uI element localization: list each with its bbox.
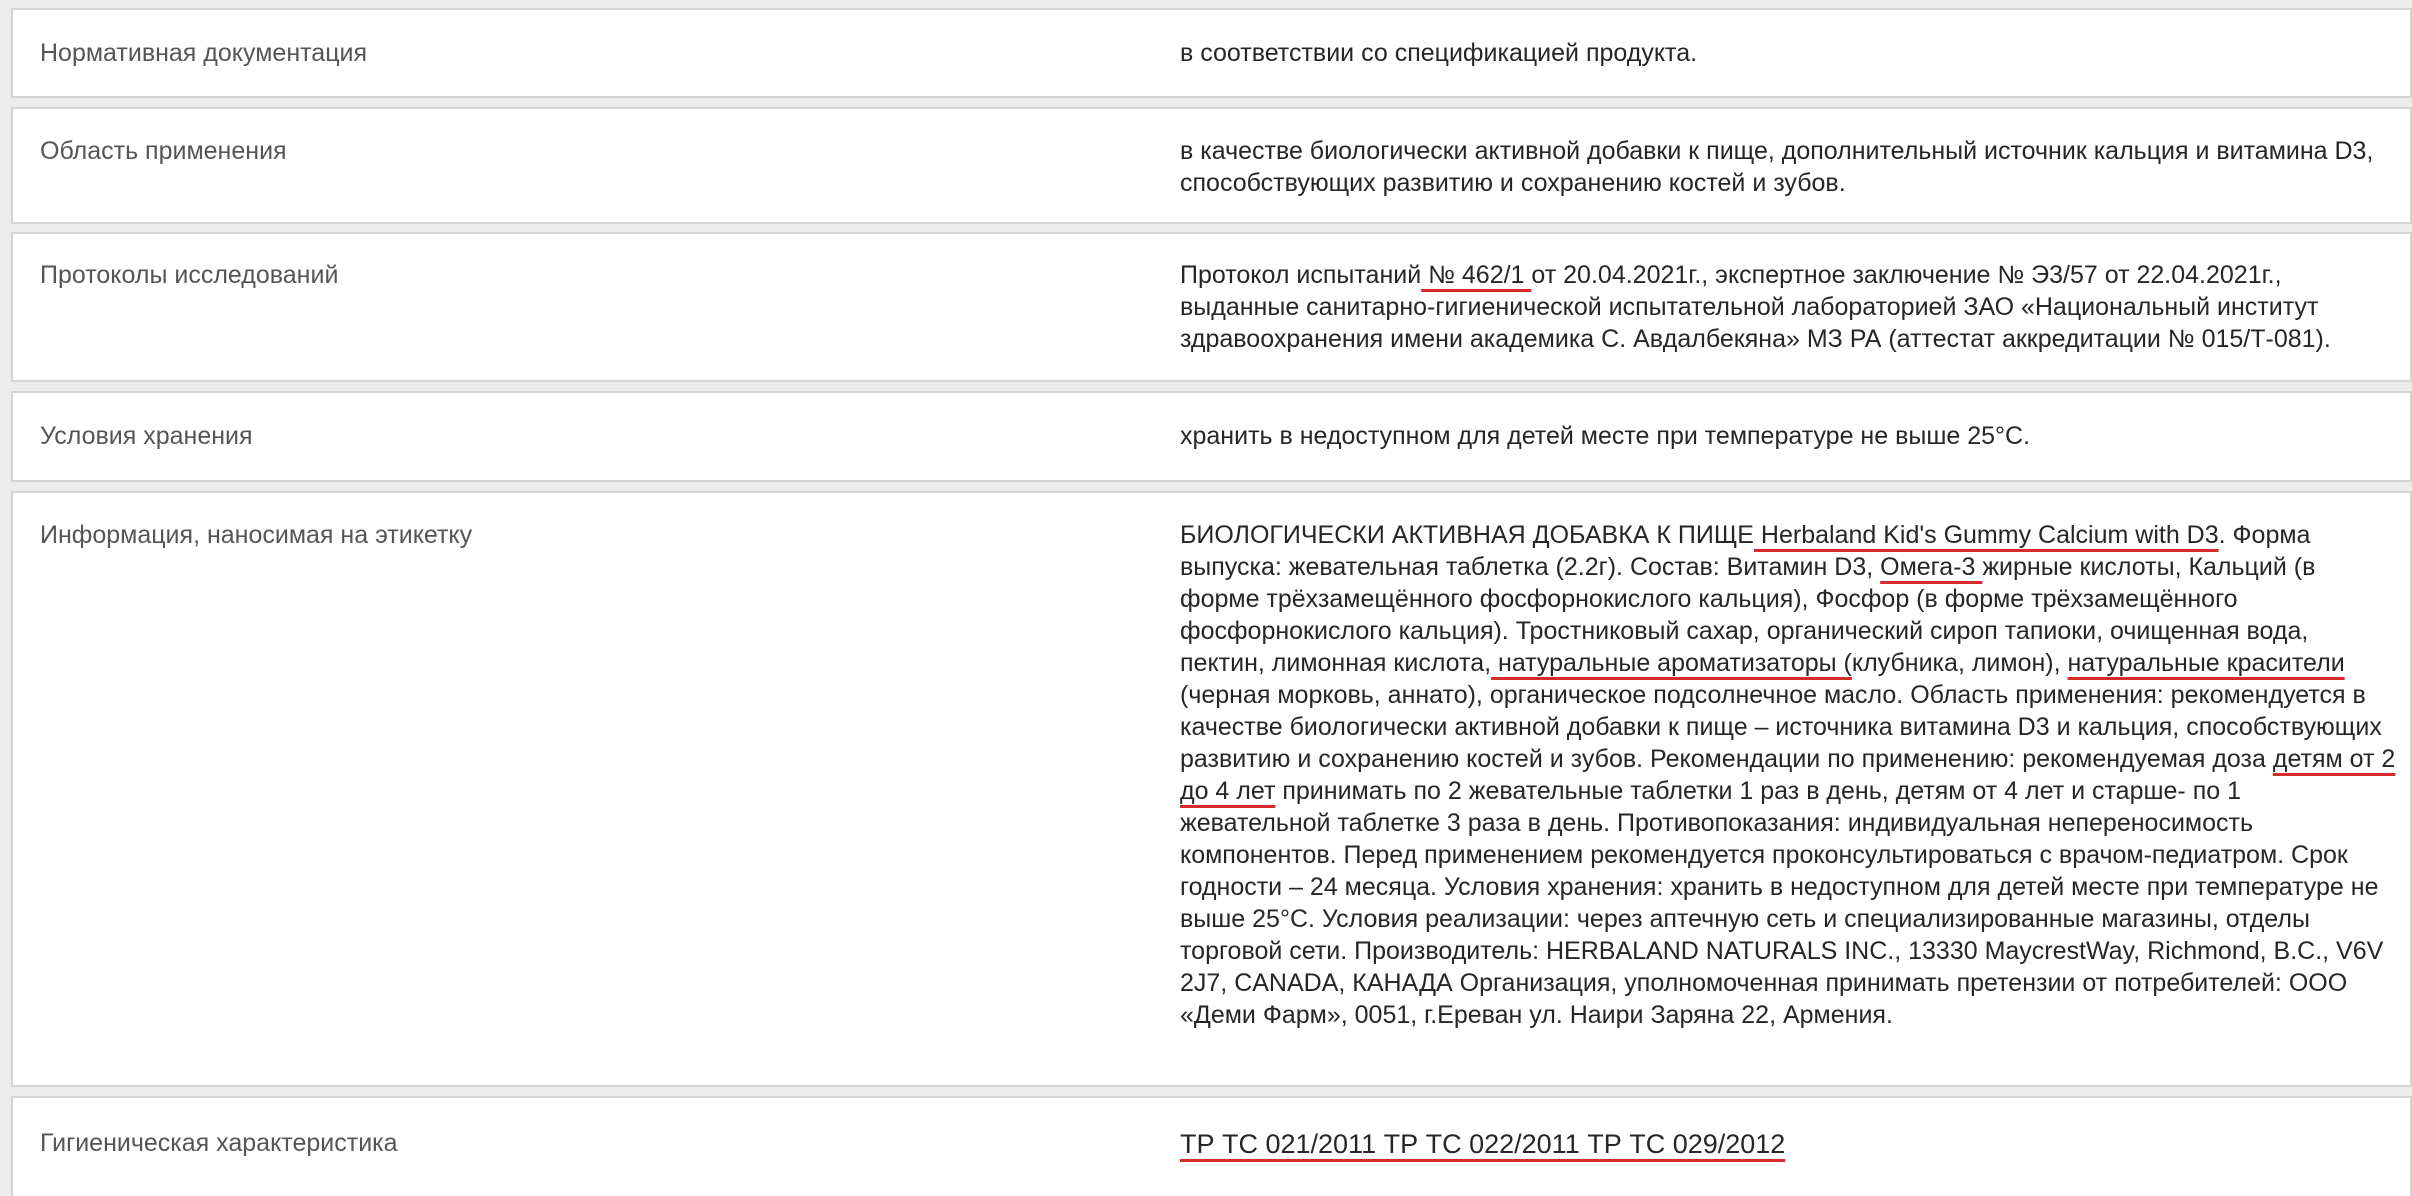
row-label: Область применения xyxy=(40,137,287,165)
row-hygienic-characteristics xyxy=(11,1096,2412,1196)
value-text: от 20.04.2021г., экспертное заключение № Э3/57 от 22.04.2021г., выданные санитарно-гигиенической испытательной лабораторией ЗАО «Национальный институт здравоохранения имени академика С. Авдалбекяна» МЗ РА (аттестат аккредитации № 015/Т-081). xyxy=(1180,261,2331,353)
row-normative-docs xyxy=(11,8,2412,98)
row-value xyxy=(1180,259,2398,355)
value-text: в качестве биологически активной добавки к пище, дополнительный источник кальция и витамина D3, способствующих развитию и сохранению костей и зубов. xyxy=(1180,137,2374,197)
row-label: Условия хранения xyxy=(40,422,253,450)
row-value xyxy=(1180,519,2398,1031)
natural-flavors-highlight: натуральные ароматизаторы ( xyxy=(1491,649,1852,677)
regulations-highlight: ТР ТС 021/2011 ТР ТС 022/2011 ТР ТС 029/2012 xyxy=(1180,1129,1786,1159)
product-name-highlight: Herbaland Kid's Gummy Calcium with D3 xyxy=(1753,521,2219,549)
row-value xyxy=(1180,1128,2398,1160)
row-value xyxy=(1180,135,2398,199)
row-label-information xyxy=(11,491,2412,1087)
value-text: (черная морковь, аннато), органическое подсолнечное масло. Область применения: рекомендуется в качестве биологически активной добавки к пище – источника витамина D3 и кальция, способствующих развитию и сохранению костей и зубов. Рекомендации по применению: рекомендуемая доза xyxy=(1180,681,2382,773)
row-label: Нормативная документация xyxy=(40,39,368,67)
protocol-number-highlight: № 462/1 xyxy=(1421,261,1532,289)
value-text: жирные кислоты, Кальций (в форме трёхзамещённого фосфорнокислого кальция), Фосфор (в форме трёхзамещённого фосфорнокислого кальция). Тростниковый сахар, органический сироп тапиоки, очищенная вода, пектин, лимонная кислота, xyxy=(1180,553,2316,677)
row-research-protocols xyxy=(11,232,2412,382)
row-storage-conditions xyxy=(11,391,2412,482)
value-text: хранить в недоступном для детей месте при температуре не выше 25°С. xyxy=(1180,422,2031,450)
value-text: . Форма выпуска: жевательная таблетка (2.2г). Состав: Витамин D3, xyxy=(1180,521,2311,581)
row-application-area xyxy=(11,107,2412,224)
row-label: Информация, наносимая на этикетку xyxy=(40,521,473,549)
omega-highlight: Омега-3 xyxy=(1880,553,1983,581)
age-highlight: детям от 2 до 4 лет xyxy=(1180,745,2396,805)
value-text: принимать по 2 жевательные таблетки 1 раз в день, детям от 4 лет и старше- по 1 жевательной таблетке 3 раза в день. Противопоказания: индивидуальная непереносимость компонентов. Перед применением рекомендуется проконсультироваться с врачом-педиатром. Срок годности – 24 месяца. Условия хранения: хранить в недоступном для детей месте при температуре не выше 25°С. Условия реализации: через аптечную сеть и специализированные магазины, отделы торговой сети. Производитель: HERBALAND NATURALS INC., 13330 MaycrestWay, Richmond, B.C., V6V 2J7, CANADA, КАНАДА Организация, уполномоченная принимать претензии от потребителей: ООО «Деми Фарм», 0051, г.Ереван ул. Наири Заряна 22, Армения. xyxy=(1180,777,2384,1029)
row-value xyxy=(1180,37,2398,69)
natural-colors-highlight: натуральные красители xyxy=(2067,649,2345,677)
value-text: в соответствии со спецификацией продукта. xyxy=(1180,39,1698,67)
value-text: Протокол испытаний xyxy=(1180,261,1422,289)
value-text: клубника, лимон), xyxy=(1851,649,2068,677)
row-label: Протоколы исследований xyxy=(40,261,339,289)
row-label: Гигиеническая характеристика xyxy=(40,1129,398,1157)
row-value xyxy=(1180,420,2398,452)
value-text: БИОЛОГИЧЕСКИ АКТИВНАЯ ДОБАВКА К ПИЩЕ xyxy=(1180,521,1754,549)
